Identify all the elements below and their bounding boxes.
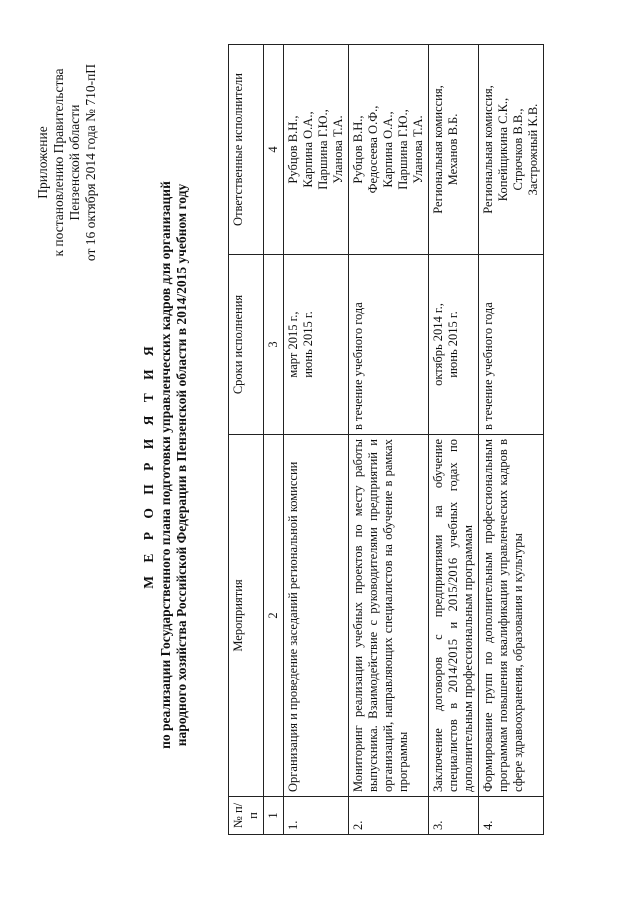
row-term xyxy=(429,255,479,435)
column-number: 4 xyxy=(264,45,284,255)
term-line: в течение учебного года xyxy=(481,302,495,430)
row-term xyxy=(349,255,429,435)
term-line: в течение учебного года xyxy=(351,302,365,430)
document-heading xyxy=(140,65,190,865)
responsible-line: Рубцов В.Н., xyxy=(286,115,300,184)
document-subtitle: по реализации Государственного плана подготовки управленческих кадров для организаций xyxy=(158,181,173,749)
row-term xyxy=(479,255,544,435)
row-event: Организация и проведение заседаний региональной комиссии xyxy=(284,435,349,797)
responsible-line: Региональная комиссия, xyxy=(481,85,495,214)
row-number: 2. xyxy=(349,797,429,835)
row-responsible xyxy=(479,45,544,255)
header-event: Мероприятия xyxy=(229,435,264,797)
term-line: март 2015 г., xyxy=(286,311,300,378)
row-number: 4. xyxy=(479,797,544,835)
table-row xyxy=(284,45,349,835)
events-table xyxy=(228,44,544,835)
document-subtitle: народного хозяйства Российской Федерации в Пензенской области в 2014/2015 учебном году xyxy=(174,183,189,747)
row-event: Формирование групп по дополнительным профессиональным программам повышения квалификации управленческих кадров в сфере здравоохранения, образования и культуры xyxy=(479,435,544,797)
row-event: Заключение договоров с предприятиями на обучение специалистов в 2014/2015 и 2015/2016 учебных годах по дополнительным профессиональным программам xyxy=(429,435,479,797)
appendix-line: Пензенской области xyxy=(67,104,82,221)
row-number: 3. xyxy=(429,797,479,835)
responsible-line: Карпина О.А., xyxy=(301,111,315,188)
responsible-line: Уланова Т.А. xyxy=(331,115,345,184)
responsible-line: Уланова Т.А. xyxy=(411,115,425,184)
appendix-line: Приложение xyxy=(35,126,50,199)
table-row xyxy=(429,45,479,835)
responsible-line: Паршина Г.Ю., xyxy=(396,109,410,190)
row-term xyxy=(284,255,349,435)
responsible-line: Паршина Г.Ю., xyxy=(316,109,330,190)
header-number: № п/п xyxy=(229,797,264,835)
responsible-line: Региональная комиссия, xyxy=(431,85,445,214)
table-header-row xyxy=(229,45,264,835)
appendix-line: от 16 октября 2014 года № 710-пП xyxy=(83,63,98,262)
table-row xyxy=(349,45,429,835)
appendix-note xyxy=(35,20,99,305)
term-line: июнь 2015 г. xyxy=(446,311,460,378)
responsible-line: Копейщикина С.К., xyxy=(496,97,510,202)
term-line: октябрь 2014 г., xyxy=(431,303,445,386)
appendix-line: к постановлению Правительства xyxy=(51,68,66,257)
responsible-line: Рубцов В.Н., xyxy=(351,115,365,184)
responsible-line: Карпина О.А., xyxy=(381,111,395,188)
term-line: июнь 2015 г. xyxy=(301,311,315,378)
header-term: Сроки исполнения xyxy=(229,255,264,435)
responsible-line: Застрожный К.В. xyxy=(526,103,540,196)
header-responsible: Ответственные исполнители xyxy=(229,45,264,255)
row-number: 1. xyxy=(284,797,349,835)
responsible-line: Механов В.Б. xyxy=(446,113,460,186)
responsible-line: Федосеева О.Ф., xyxy=(366,105,380,194)
column-number: 3 xyxy=(264,255,284,435)
responsible-line: Стрючков В.В., xyxy=(511,108,525,191)
column-number-row xyxy=(264,45,284,835)
row-event: Мониторинг реализации учебных проектов по месту работы выпускника. Взаимодействие с руководителями предприятий и организаций, направляющих специалистов на обучение в рамках программы xyxy=(349,435,429,797)
document-title: М Е Р О П Р И Я Т И Я xyxy=(141,341,156,589)
row-responsible xyxy=(349,45,429,255)
row-responsible xyxy=(284,45,349,255)
table-row xyxy=(479,45,544,835)
row-responsible xyxy=(429,45,479,255)
column-number: 2 xyxy=(264,435,284,797)
column-number: 1 xyxy=(264,797,284,835)
